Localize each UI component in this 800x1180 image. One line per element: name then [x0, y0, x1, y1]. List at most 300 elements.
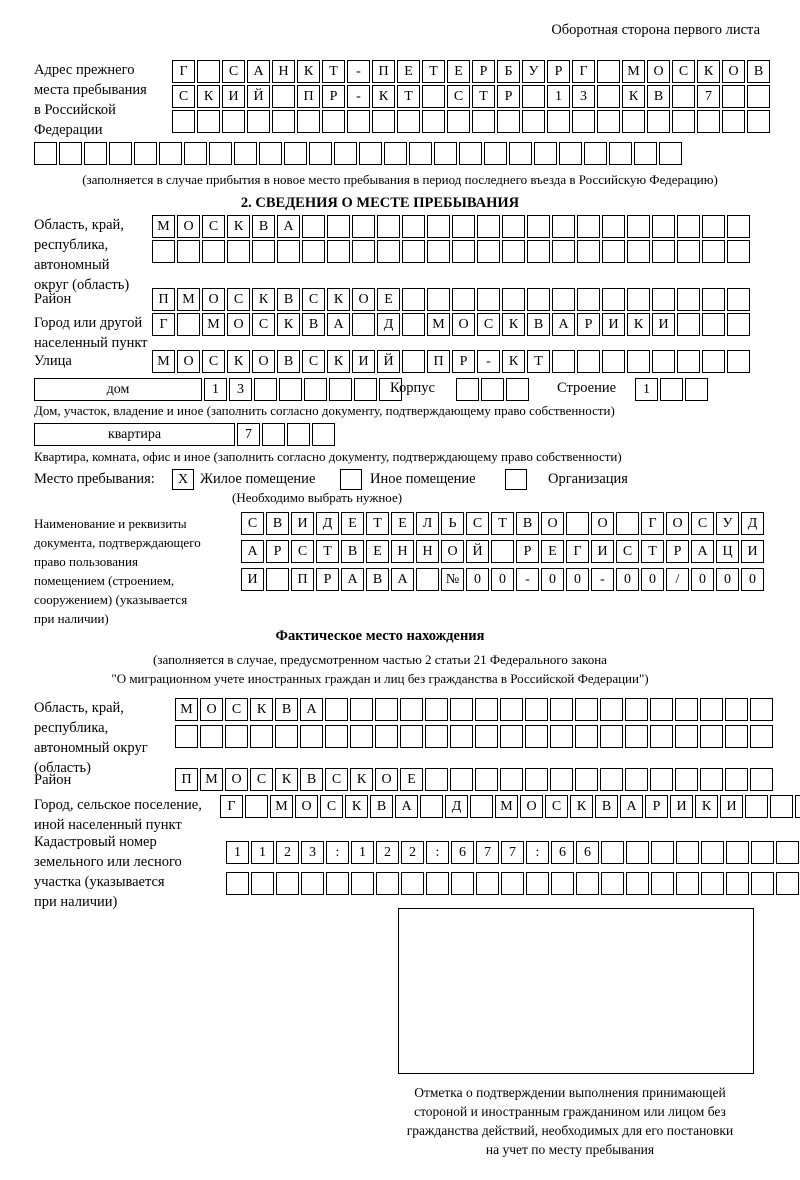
form-cell[interactable] — [350, 698, 373, 721]
form-cell[interactable] — [422, 85, 445, 108]
form-cell[interactable]: С — [227, 288, 250, 311]
form-cell[interactable] — [745, 795, 768, 818]
form-cell[interactable] — [300, 725, 323, 748]
form-cell[interactable]: В — [252, 215, 275, 238]
form-cell[interactable]: Е — [541, 540, 564, 563]
form-cell[interactable] — [700, 698, 723, 721]
form-cell[interactable] — [534, 142, 557, 165]
form-cell[interactable] — [427, 288, 450, 311]
form-cell[interactable] — [222, 110, 245, 133]
form-cell[interactable]: В — [366, 568, 389, 591]
form-cell[interactable] — [434, 142, 457, 165]
form-cell[interactable]: 0 — [616, 568, 639, 591]
form-cell[interactable] — [476, 872, 499, 895]
form-cell[interactable]: Р — [472, 60, 495, 83]
street-row[interactable] — [152, 350, 752, 373]
form-cell[interactable]: - — [591, 568, 614, 591]
form-cell[interactable]: Р — [266, 540, 289, 563]
form-cell[interactable]: М — [622, 60, 645, 83]
form-cell[interactable] — [309, 142, 332, 165]
form-cell[interactable] — [477, 215, 500, 238]
form-cell[interactable]: И — [241, 568, 264, 591]
form-cell[interactable] — [59, 142, 82, 165]
form-cell[interactable] — [266, 568, 289, 591]
form-cell[interactable] — [375, 698, 398, 721]
form-cell[interactable]: С — [250, 768, 273, 791]
form-cell[interactable]: Г — [152, 313, 175, 336]
form-cell[interactable]: Д — [377, 313, 400, 336]
form-cell[interactable] — [209, 142, 232, 165]
form-cell[interactable]: В — [747, 60, 770, 83]
form-cell[interactable] — [650, 698, 673, 721]
form-cell[interactable] — [450, 698, 473, 721]
form-cell[interactable] — [547, 110, 570, 133]
form-cell[interactable] — [776, 841, 799, 864]
form-cell[interactable]: В — [277, 350, 300, 373]
form-cell[interactable]: К — [197, 85, 220, 108]
form-cell[interactable]: Е — [447, 60, 470, 83]
form-cell[interactable] — [375, 725, 398, 748]
form-cell[interactable] — [497, 110, 520, 133]
form-cell[interactable] — [475, 725, 498, 748]
form-cell[interactable] — [660, 378, 683, 401]
form-cell[interactable]: П — [291, 568, 314, 591]
form-cell[interactable] — [325, 725, 348, 748]
form-cell[interactable]: У — [522, 60, 545, 83]
form-cell[interactable]: О — [722, 60, 745, 83]
form-cell[interactable]: Р — [666, 540, 689, 563]
form-cell[interactable]: С — [202, 215, 225, 238]
city-row-1[interactable] — [152, 313, 752, 336]
form-cell[interactable] — [750, 725, 773, 748]
form-cell[interactable] — [677, 240, 700, 263]
form-cell[interactable] — [650, 725, 673, 748]
form-cell[interactable] — [475, 768, 498, 791]
form-cell[interactable] — [727, 240, 750, 263]
form-cell[interactable] — [451, 872, 474, 895]
house-cells[interactable] — [204, 378, 404, 401]
form-cell[interactable] — [566, 512, 589, 535]
form-cell[interactable]: О — [520, 795, 543, 818]
form-cell[interactable] — [402, 350, 425, 373]
form-cell[interactable] — [450, 768, 473, 791]
form-cell[interactable]: М — [427, 313, 450, 336]
form-cell[interactable] — [500, 768, 523, 791]
form-cell[interactable]: С — [302, 350, 325, 373]
form-cell[interactable]: К — [250, 698, 273, 721]
form-cell[interactable] — [329, 378, 352, 401]
form-cell[interactable]: Р — [577, 313, 600, 336]
form-cell[interactable] — [747, 85, 770, 108]
form-cell[interactable]: К — [570, 795, 593, 818]
stamp-box[interactable] — [398, 908, 754, 1074]
form-cell[interactable] — [550, 725, 573, 748]
prev-address-row-1[interactable] — [172, 60, 772, 83]
form-cell[interactable] — [575, 725, 598, 748]
form-cell[interactable] — [226, 872, 249, 895]
form-cell[interactable] — [502, 288, 525, 311]
form-cell[interactable] — [701, 872, 724, 895]
form-cell[interactable] — [672, 110, 695, 133]
form-cell[interactable] — [725, 725, 748, 748]
form-cell[interactable]: Р — [452, 350, 475, 373]
form-cell[interactable] — [625, 698, 648, 721]
form-cell[interactable] — [600, 725, 623, 748]
form-cell[interactable] — [372, 110, 395, 133]
form-cell[interactable] — [334, 142, 357, 165]
form-cell[interactable] — [626, 841, 649, 864]
form-cell[interactable] — [795, 795, 800, 818]
form-cell[interactable] — [651, 841, 674, 864]
form-cell[interactable] — [279, 378, 302, 401]
form-cell[interactable]: 0 — [741, 568, 764, 591]
form-cell[interactable] — [420, 795, 443, 818]
form-cell[interactable] — [470, 795, 493, 818]
form-cell[interactable] — [525, 725, 548, 748]
form-cell[interactable] — [522, 110, 545, 133]
form-cell[interactable]: С — [325, 768, 348, 791]
form-cell[interactable]: К — [275, 768, 298, 791]
form-cell[interactable]: К — [252, 288, 275, 311]
form-cell[interactable]: 0 — [641, 568, 664, 591]
form-cell[interactable]: Й — [247, 85, 270, 108]
form-cell[interactable] — [609, 142, 632, 165]
form-cell[interactable] — [702, 288, 725, 311]
form-cell[interactable] — [575, 768, 598, 791]
form-cell[interactable]: Т — [527, 350, 550, 373]
form-cell[interactable]: В — [527, 313, 550, 336]
form-cell[interactable] — [152, 240, 175, 263]
form-cell[interactable]: В — [277, 288, 300, 311]
form-cell[interactable]: Л — [416, 512, 439, 535]
form-cell[interactable] — [576, 872, 599, 895]
form-cell[interactable]: О — [200, 698, 223, 721]
form-cell[interactable] — [254, 378, 277, 401]
form-cell[interactable]: К — [327, 350, 350, 373]
form-cell[interactable] — [627, 240, 650, 263]
form-cell[interactable] — [426, 872, 449, 895]
form-cell[interactable]: О — [541, 512, 564, 535]
form-cell[interactable]: / — [666, 568, 689, 591]
form-cell[interactable] — [409, 142, 432, 165]
form-cell[interactable]: 0 — [566, 568, 589, 591]
form-cell[interactable]: И — [291, 512, 314, 535]
form-cell[interactable]: 6 — [576, 841, 599, 864]
form-cell[interactable] — [509, 142, 532, 165]
form-cell[interactable] — [297, 110, 320, 133]
form-cell[interactable]: О — [295, 795, 318, 818]
form-cell[interactable]: : — [526, 841, 549, 864]
form-cell[interactable]: А — [691, 540, 714, 563]
form-cell[interactable] — [552, 288, 575, 311]
form-cell[interactable]: В — [595, 795, 618, 818]
form-cell[interactable] — [397, 110, 420, 133]
form-cell[interactable] — [277, 240, 300, 263]
form-cell[interactable] — [676, 872, 699, 895]
form-cell[interactable] — [627, 350, 650, 373]
form-cell[interactable] — [677, 288, 700, 311]
form-cell[interactable]: 2 — [376, 841, 399, 864]
form-cell[interactable]: К — [277, 313, 300, 336]
form-cell[interactable] — [326, 872, 349, 895]
form-cell[interactable]: 0 — [541, 568, 564, 591]
form-cell[interactable]: 7 — [476, 841, 499, 864]
form-cell[interactable]: Н — [416, 540, 439, 563]
form-cell[interactable] — [259, 142, 282, 165]
form-cell[interactable]: В — [341, 540, 364, 563]
form-cell[interactable]: Т — [316, 540, 339, 563]
form-cell[interactable] — [302, 240, 325, 263]
form-cell[interactable] — [197, 110, 220, 133]
form-cell[interactable]: А — [552, 313, 575, 336]
prev-address-row-2[interactable] — [172, 85, 772, 108]
form-cell[interactable] — [175, 725, 198, 748]
form-cell[interactable]: Н — [391, 540, 414, 563]
form-cell[interactable] — [550, 768, 573, 791]
form-cell[interactable]: Р — [497, 85, 520, 108]
document-row-3[interactable] — [241, 568, 766, 591]
form-cell[interactable] — [647, 110, 670, 133]
form-cell[interactable]: С — [691, 512, 714, 535]
form-cell[interactable]: П — [372, 60, 395, 83]
form-cell[interactable]: 2 — [401, 841, 424, 864]
form-cell[interactable]: В — [302, 313, 325, 336]
form-cell[interactable] — [234, 142, 257, 165]
form-cell[interactable] — [601, 872, 624, 895]
form-cell[interactable]: Е — [397, 60, 420, 83]
form-cell[interactable] — [625, 768, 648, 791]
flat-cells[interactable] — [237, 423, 337, 446]
form-cell[interactable] — [502, 215, 525, 238]
form-cell[interactable]: Е — [391, 512, 414, 535]
form-cell[interactable] — [184, 142, 207, 165]
form-cell[interactable] — [272, 110, 295, 133]
form-cell[interactable]: К — [622, 85, 645, 108]
form-cell[interactable] — [727, 313, 750, 336]
form-cell[interactable]: 0 — [691, 568, 714, 591]
form-cell[interactable]: Д — [316, 512, 339, 535]
form-cell[interactable] — [481, 378, 504, 401]
form-cell[interactable]: В — [516, 512, 539, 535]
form-cell[interactable] — [416, 568, 439, 591]
form-cell[interactable] — [601, 841, 624, 864]
form-cell[interactable]: Ь — [441, 512, 464, 535]
form-cell[interactable] — [401, 872, 424, 895]
form-cell[interactable] — [491, 540, 514, 563]
form-cell[interactable] — [159, 142, 182, 165]
form-cell[interactable]: К — [502, 313, 525, 336]
form-cell[interactable]: П — [427, 350, 450, 373]
form-cell[interactable] — [177, 240, 200, 263]
form-cell[interactable] — [750, 768, 773, 791]
form-cell[interactable]: 0 — [491, 568, 514, 591]
form-cell[interactable]: И — [591, 540, 614, 563]
form-cell[interactable] — [325, 698, 348, 721]
form-cell[interactable] — [350, 725, 373, 748]
form-cell[interactable] — [726, 872, 749, 895]
form-cell[interactable] — [304, 378, 327, 401]
form-cell[interactable]: Б — [497, 60, 520, 83]
form-cell[interactable]: : — [326, 841, 349, 864]
form-cell[interactable] — [702, 215, 725, 238]
form-cell[interactable] — [584, 142, 607, 165]
form-cell[interactable] — [527, 288, 550, 311]
form-cell[interactable] — [550, 698, 573, 721]
form-cell[interactable]: С — [202, 350, 225, 373]
form-cell[interactable] — [652, 350, 675, 373]
form-cell[interactable] — [251, 872, 274, 895]
form-cell[interactable]: Н — [272, 60, 295, 83]
form-cell[interactable]: О — [225, 768, 248, 791]
form-cell[interactable] — [427, 215, 450, 238]
actual-region-row-2[interactable] — [175, 725, 775, 748]
stroenie-cells[interactable] — [635, 378, 710, 401]
form-cell[interactable] — [312, 423, 335, 446]
form-cell[interactable] — [616, 512, 639, 535]
form-cell[interactable] — [677, 215, 700, 238]
form-cell[interactable] — [727, 288, 750, 311]
form-cell[interactable] — [402, 215, 425, 238]
form-cell[interactable]: 6 — [451, 841, 474, 864]
form-cell[interactable]: 0 — [466, 568, 489, 591]
form-cell[interactable] — [634, 142, 657, 165]
form-cell[interactable]: О — [591, 512, 614, 535]
form-cell[interactable] — [551, 872, 574, 895]
form-cell[interactable] — [676, 841, 699, 864]
form-cell[interactable]: О — [177, 215, 200, 238]
form-cell[interactable] — [452, 215, 475, 238]
form-cell[interactable] — [84, 142, 107, 165]
form-cell[interactable] — [677, 350, 700, 373]
form-cell[interactable] — [776, 872, 799, 895]
form-cell[interactable]: К — [695, 795, 718, 818]
korpus-cells[interactable] — [456, 378, 531, 401]
form-cell[interactable]: А — [300, 698, 323, 721]
form-cell[interactable]: А — [241, 540, 264, 563]
form-cell[interactable] — [602, 215, 625, 238]
form-cell[interactable] — [575, 698, 598, 721]
form-cell[interactable]: Г — [572, 60, 595, 83]
form-cell[interactable]: П — [175, 768, 198, 791]
form-cell[interactable]: М — [177, 288, 200, 311]
form-cell[interactable]: 3 — [301, 841, 324, 864]
form-cell[interactable] — [597, 60, 620, 83]
form-cell[interactable]: К — [297, 60, 320, 83]
form-cell[interactable] — [727, 350, 750, 373]
form-cell[interactable] — [600, 768, 623, 791]
form-cell[interactable]: 7 — [237, 423, 260, 446]
form-cell[interactable] — [600, 698, 623, 721]
form-cell[interactable] — [477, 288, 500, 311]
form-cell[interactable]: Т — [322, 60, 345, 83]
form-cell[interactable] — [552, 215, 575, 238]
actual-district-row[interactable] — [175, 768, 775, 791]
form-cell[interactable] — [172, 110, 195, 133]
form-cell[interactable] — [577, 240, 600, 263]
place-type-option-2-checkbox[interactable] — [340, 469, 362, 490]
form-cell[interactable] — [770, 795, 793, 818]
form-cell[interactable] — [425, 768, 448, 791]
form-cell[interactable] — [227, 240, 250, 263]
form-cell[interactable]: С — [672, 60, 695, 83]
form-cell[interactable] — [700, 768, 723, 791]
form-cell[interactable] — [526, 872, 549, 895]
form-cell[interactable]: М — [495, 795, 518, 818]
form-cell[interactable]: М — [152, 350, 175, 373]
form-cell[interactable]: В — [647, 85, 670, 108]
form-cell[interactable]: В — [300, 768, 323, 791]
form-cell[interactable]: Д — [445, 795, 468, 818]
form-cell[interactable] — [627, 215, 650, 238]
form-cell[interactable] — [697, 110, 720, 133]
form-cell[interactable]: Й — [377, 350, 400, 373]
form-cell[interactable] — [472, 110, 495, 133]
form-cell[interactable] — [650, 768, 673, 791]
form-cell[interactable]: С — [241, 512, 264, 535]
form-cell[interactable]: М — [270, 795, 293, 818]
form-cell[interactable]: Е — [341, 512, 364, 535]
form-cell[interactable] — [506, 378, 529, 401]
form-cell[interactable] — [522, 85, 545, 108]
form-cell[interactable] — [597, 85, 620, 108]
form-cell[interactable]: М — [202, 313, 225, 336]
form-cell[interactable]: К — [350, 768, 373, 791]
form-cell[interactable] — [500, 698, 523, 721]
form-cell[interactable] — [725, 698, 748, 721]
form-cell[interactable] — [677, 313, 700, 336]
form-cell[interactable] — [577, 288, 600, 311]
prev-address-row-3[interactable] — [172, 110, 772, 133]
cadastral-row-1[interactable] — [226, 841, 800, 864]
form-cell[interactable]: С — [225, 698, 248, 721]
form-cell[interactable]: А — [277, 215, 300, 238]
form-cell[interactable] — [275, 725, 298, 748]
form-cell[interactable] — [376, 872, 399, 895]
form-cell[interactable]: Р — [516, 540, 539, 563]
form-cell[interactable]: Т — [472, 85, 495, 108]
form-cell[interactable]: И — [602, 313, 625, 336]
form-cell[interactable] — [34, 142, 57, 165]
form-cell[interactable] — [525, 698, 548, 721]
form-cell[interactable]: Й — [466, 540, 489, 563]
form-cell[interactable] — [652, 288, 675, 311]
form-cell[interactable]: : — [426, 841, 449, 864]
form-cell[interactable]: М — [200, 768, 223, 791]
form-cell[interactable] — [577, 215, 600, 238]
form-cell[interactable]: К — [627, 313, 650, 336]
form-cell[interactable] — [287, 423, 310, 446]
form-cell[interactable]: Е — [400, 768, 423, 791]
form-cell[interactable] — [700, 725, 723, 748]
form-cell[interactable] — [425, 698, 448, 721]
form-cell[interactable]: 3 — [572, 85, 595, 108]
form-cell[interactable] — [572, 110, 595, 133]
form-cell[interactable] — [452, 240, 475, 263]
form-cell[interactable] — [559, 142, 582, 165]
form-cell[interactable]: И — [741, 540, 764, 563]
form-cell[interactable]: Т — [397, 85, 420, 108]
form-cell[interactable] — [527, 215, 550, 238]
form-cell[interactable] — [284, 142, 307, 165]
form-cell[interactable]: И — [720, 795, 743, 818]
form-cell[interactable] — [447, 110, 470, 133]
form-cell[interactable] — [272, 85, 295, 108]
form-cell[interactable] — [747, 110, 770, 133]
form-cell[interactable] — [352, 240, 375, 263]
form-cell[interactable] — [577, 350, 600, 373]
form-cell[interactable]: С — [172, 85, 195, 108]
form-cell[interactable] — [302, 215, 325, 238]
